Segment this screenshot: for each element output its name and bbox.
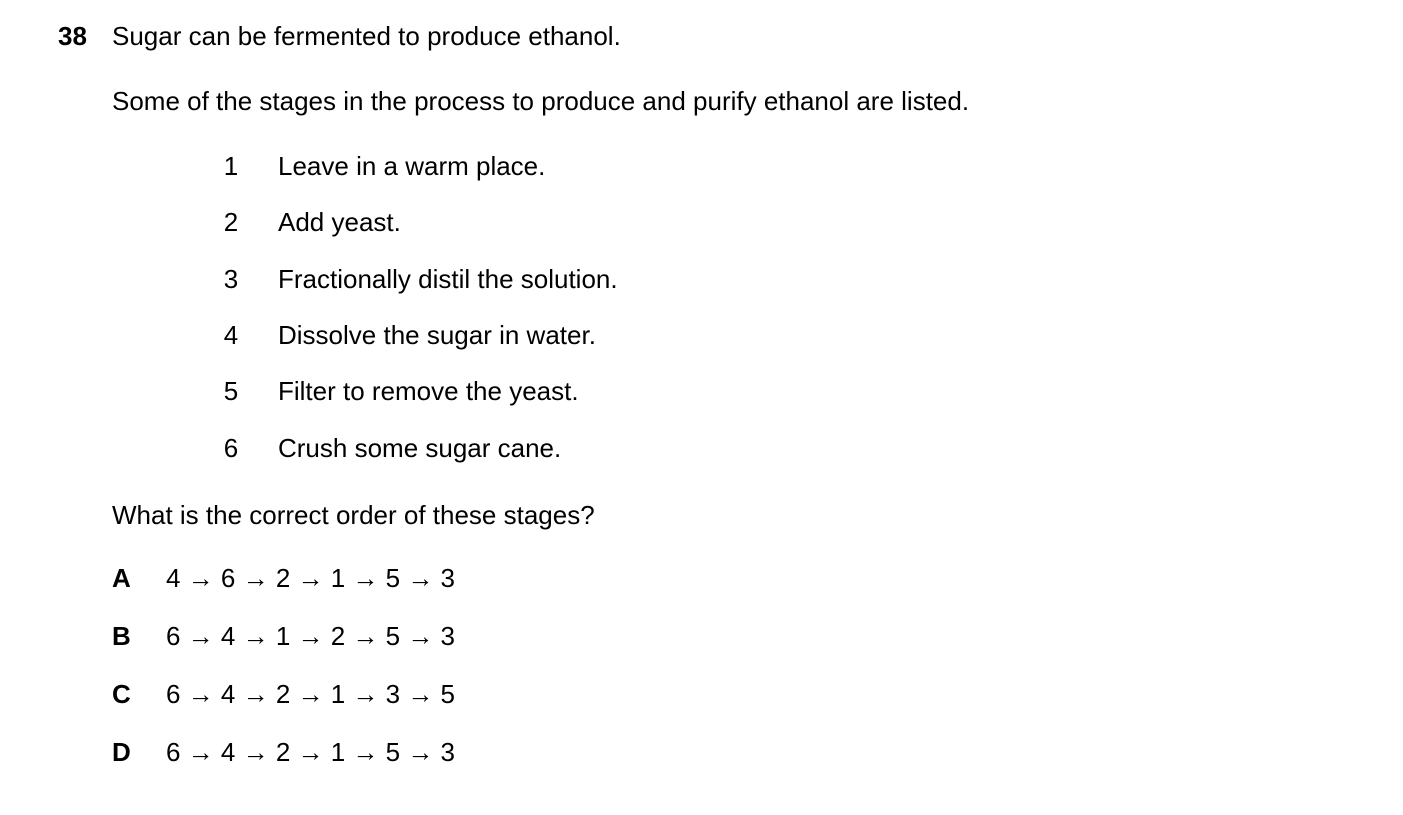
stage-number: 5 <box>223 376 239 406</box>
question-stem: Sugar can be fermented to produce ethanol. <box>112 21 621 51</box>
option-b-letter[interactable]: B <box>112 621 131 651</box>
stage-number: 3 <box>223 264 239 294</box>
question-number: 38 <box>58 21 87 51</box>
option-d-text[interactable]: 6 → 4 → 2 → 1 → 5 → 3 <box>166 737 455 767</box>
stage-number: 4 <box>223 320 239 350</box>
stage-number: 2 <box>223 207 239 237</box>
option-d-letter[interactable]: D <box>112 737 131 767</box>
option-c-text[interactable]: 6 → 4 → 2 → 1 → 3 → 5 <box>166 679 455 709</box>
option-a-text[interactable]: 4 → 6 → 2 → 1 → 5 → 3 <box>166 563 455 593</box>
option-c-letter[interactable]: C <box>112 679 131 709</box>
question-intro: Some of the stages in the process to produce and purify ethanol are listed. <box>112 86 970 116</box>
stage-number: 1 <box>223 151 239 181</box>
stage-text: Dissolve the sugar in water. <box>278 320 596 350</box>
stage-text: Filter to remove the yeast. <box>278 376 579 406</box>
option-a-letter[interactable]: A <box>112 563 131 593</box>
question-prompt: What is the correct order of these stages? <box>112 500 595 530</box>
stage-text: Leave in a warm place. <box>278 151 546 181</box>
stage-text: Fractionally distil the solution. <box>278 264 618 294</box>
option-b-text[interactable]: 6 → 4 → 1 → 2 → 5 → 3 <box>166 621 455 651</box>
stage-number: 6 <box>223 433 239 463</box>
stage-text: Crush some sugar cane. <box>278 433 562 463</box>
stage-text: Add yeast. <box>278 207 401 237</box>
